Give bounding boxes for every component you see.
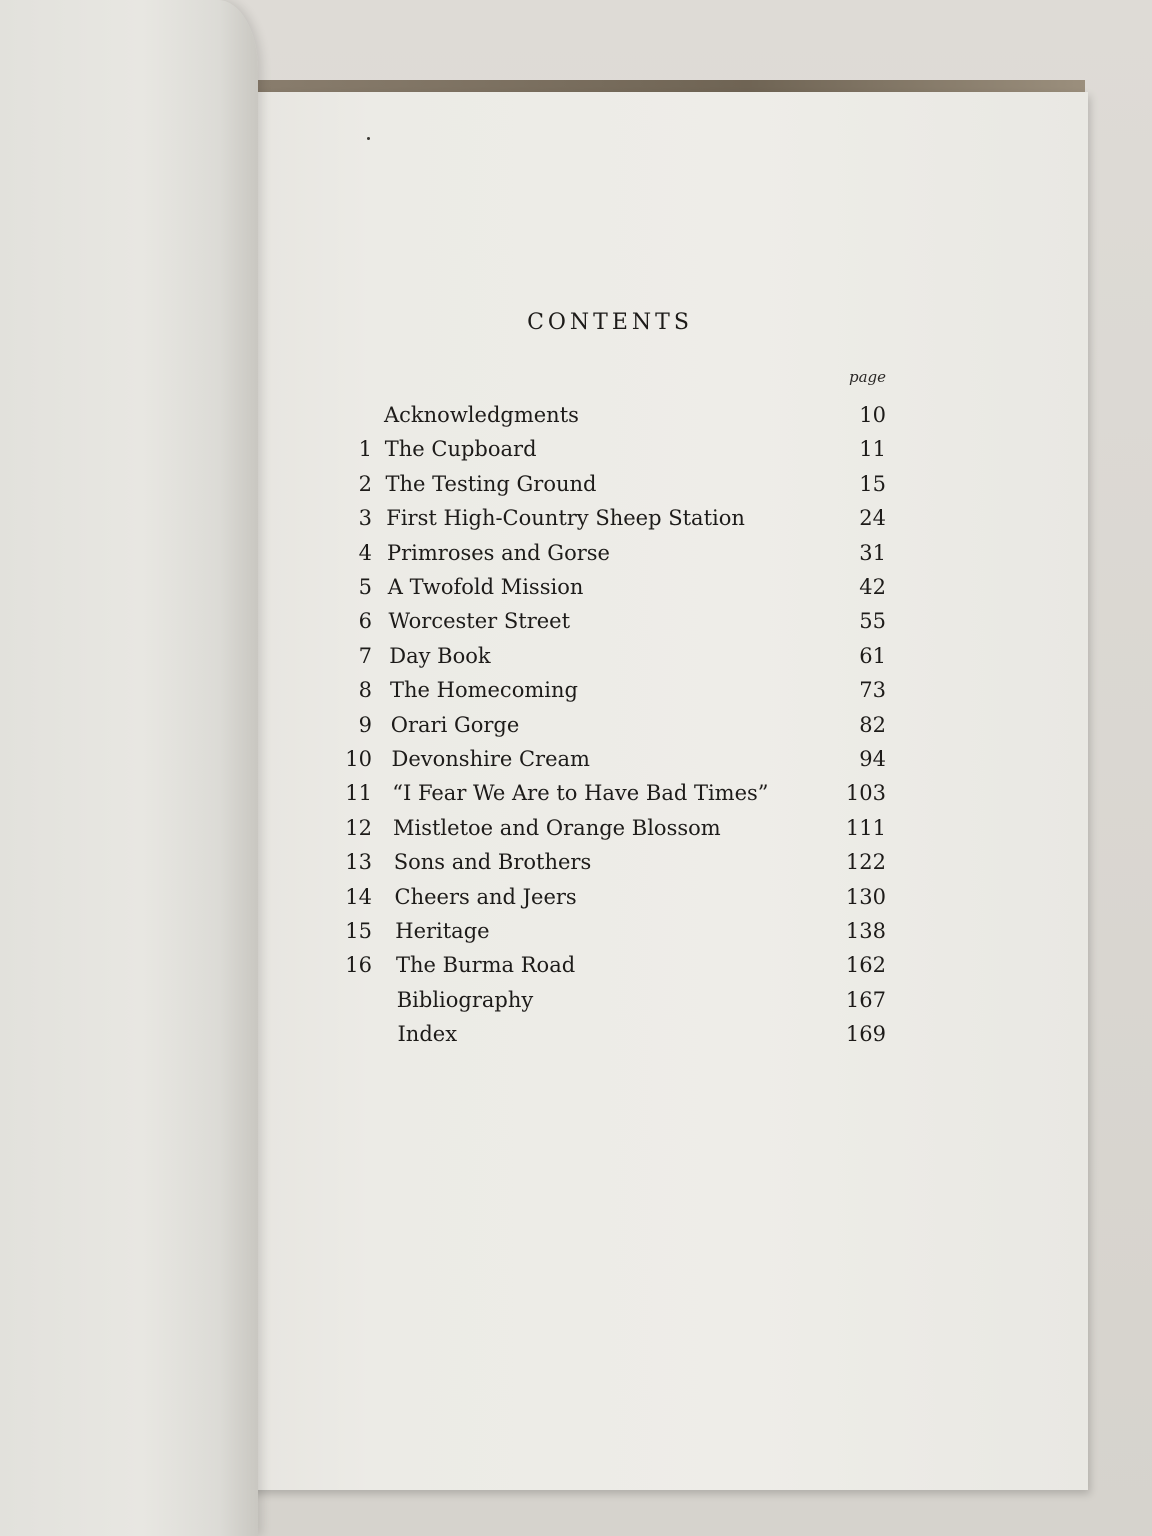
toc-entry-title: The Testing Ground	[385, 471, 597, 496]
toc-entry-page: 162	[845, 953, 886, 978]
toc-entry-page: 122	[845, 850, 886, 875]
toc-entry	[0, 403, 1152, 433]
toc-entry	[0, 781, 1152, 811]
toc-entry-page: 82	[859, 712, 886, 737]
toc-entry-number: 1	[358, 437, 372, 462]
toc-entry	[0, 919, 1152, 949]
toc-entry	[0, 541, 1152, 571]
toc-entry-page: 138	[845, 919, 886, 943]
toc-entry-page: 73	[859, 678, 886, 703]
toc-entry-title: Devonshire Cream	[391, 747, 590, 771]
toc-entry	[0, 850, 1152, 880]
contents-heading: CONTENTS	[527, 310, 693, 335]
toc-entry-page: 130	[845, 884, 886, 909]
toc-entry-number: 4	[358, 540, 372, 565]
toc-entry-page: 167	[845, 987, 886, 1012]
toc-entry	[0, 1022, 1152, 1052]
toc-entry	[0, 437, 1152, 467]
toc-entry-title: “I Fear We Are to Have Bad Times”	[392, 781, 769, 806]
toc-entry-title: Worcester Street	[388, 609, 571, 634]
toc-entry-title: The Cupboard	[384, 437, 537, 462]
toc-entry-number: 11	[345, 781, 372, 806]
toc-entry-number: 6	[358, 609, 372, 634]
toc-entry	[0, 953, 1152, 983]
toc-entry	[0, 885, 1152, 915]
toc-entry-number: 7	[358, 643, 372, 668]
toc-entry-number: 8	[358, 678, 372, 703]
toc-entry	[0, 678, 1152, 708]
toc-entry-page: 103	[845, 781, 886, 806]
toc-entry-page: 11	[859, 437, 886, 462]
toc-entry-title: Index	[397, 1022, 458, 1047]
toc-entry-title: Day Book	[389, 643, 491, 668]
toc-entry-number: 16	[345, 953, 372, 978]
toc-entry	[0, 472, 1152, 502]
toc-entry-number: 5	[358, 575, 372, 599]
toc-entry-title: Mistletoe and Orange Blossom	[393, 815, 721, 840]
toc-entry-title: Primroses and Gorse	[387, 540, 610, 565]
toc-entry	[0, 988, 1152, 1018]
toc-entry-title: The Burma Road	[396, 953, 576, 978]
toc-entry-title: Acknowledgments	[384, 403, 579, 427]
toc-entry-number: 2	[358, 471, 372, 496]
toc-entry-title: Orari Gorge	[390, 712, 520, 737]
toc-entry-number: 15	[345, 919, 372, 943]
toc-entry	[0, 506, 1152, 536]
toc-entry-number: 14	[345, 884, 372, 909]
toc-entry-page: 55	[859, 609, 886, 634]
toc-entry-page: 24	[859, 506, 886, 531]
toc-entry	[0, 575, 1152, 605]
toc-entry-page: 10	[859, 403, 886, 427]
toc-entry-title: First High-Country Sheep Station	[386, 506, 745, 531]
toc-entry-title: Sons and Brothers	[393, 850, 592, 875]
toc-entry-number: 10	[345, 747, 372, 771]
toc-entry-page: 15	[859, 471, 886, 496]
toc-entry-title: Bibliography	[396, 987, 534, 1012]
toc-entry-page: 111	[845, 815, 886, 840]
toc-entry	[0, 713, 1152, 743]
toc-entry-page: 94	[859, 747, 886, 771]
toc-entry-title: A Twofold Mission	[387, 575, 584, 599]
toc-entry-page: 31	[859, 540, 886, 565]
toc-entry-title: The Homecoming	[390, 678, 578, 703]
toc-entry-number: 3	[358, 506, 372, 531]
toc-entry-number: 13	[345, 850, 372, 875]
toc-entry	[0, 816, 1152, 846]
toc-entry-page: 61	[859, 643, 886, 668]
toc-entry	[0, 609, 1152, 639]
toc-entry	[0, 747, 1152, 777]
toc-entry-page: 42	[859, 575, 886, 599]
toc-entry-title: Heritage	[395, 919, 490, 943]
toc-entry-number: 12	[345, 815, 372, 840]
toc-entry-number: 9	[358, 712, 372, 737]
toc-entry	[0, 644, 1152, 674]
toc-entry-title: Cheers and Jeers	[394, 884, 577, 909]
toc-entry-page: 169	[845, 1022, 886, 1047]
page-column-label: page	[849, 368, 887, 386]
